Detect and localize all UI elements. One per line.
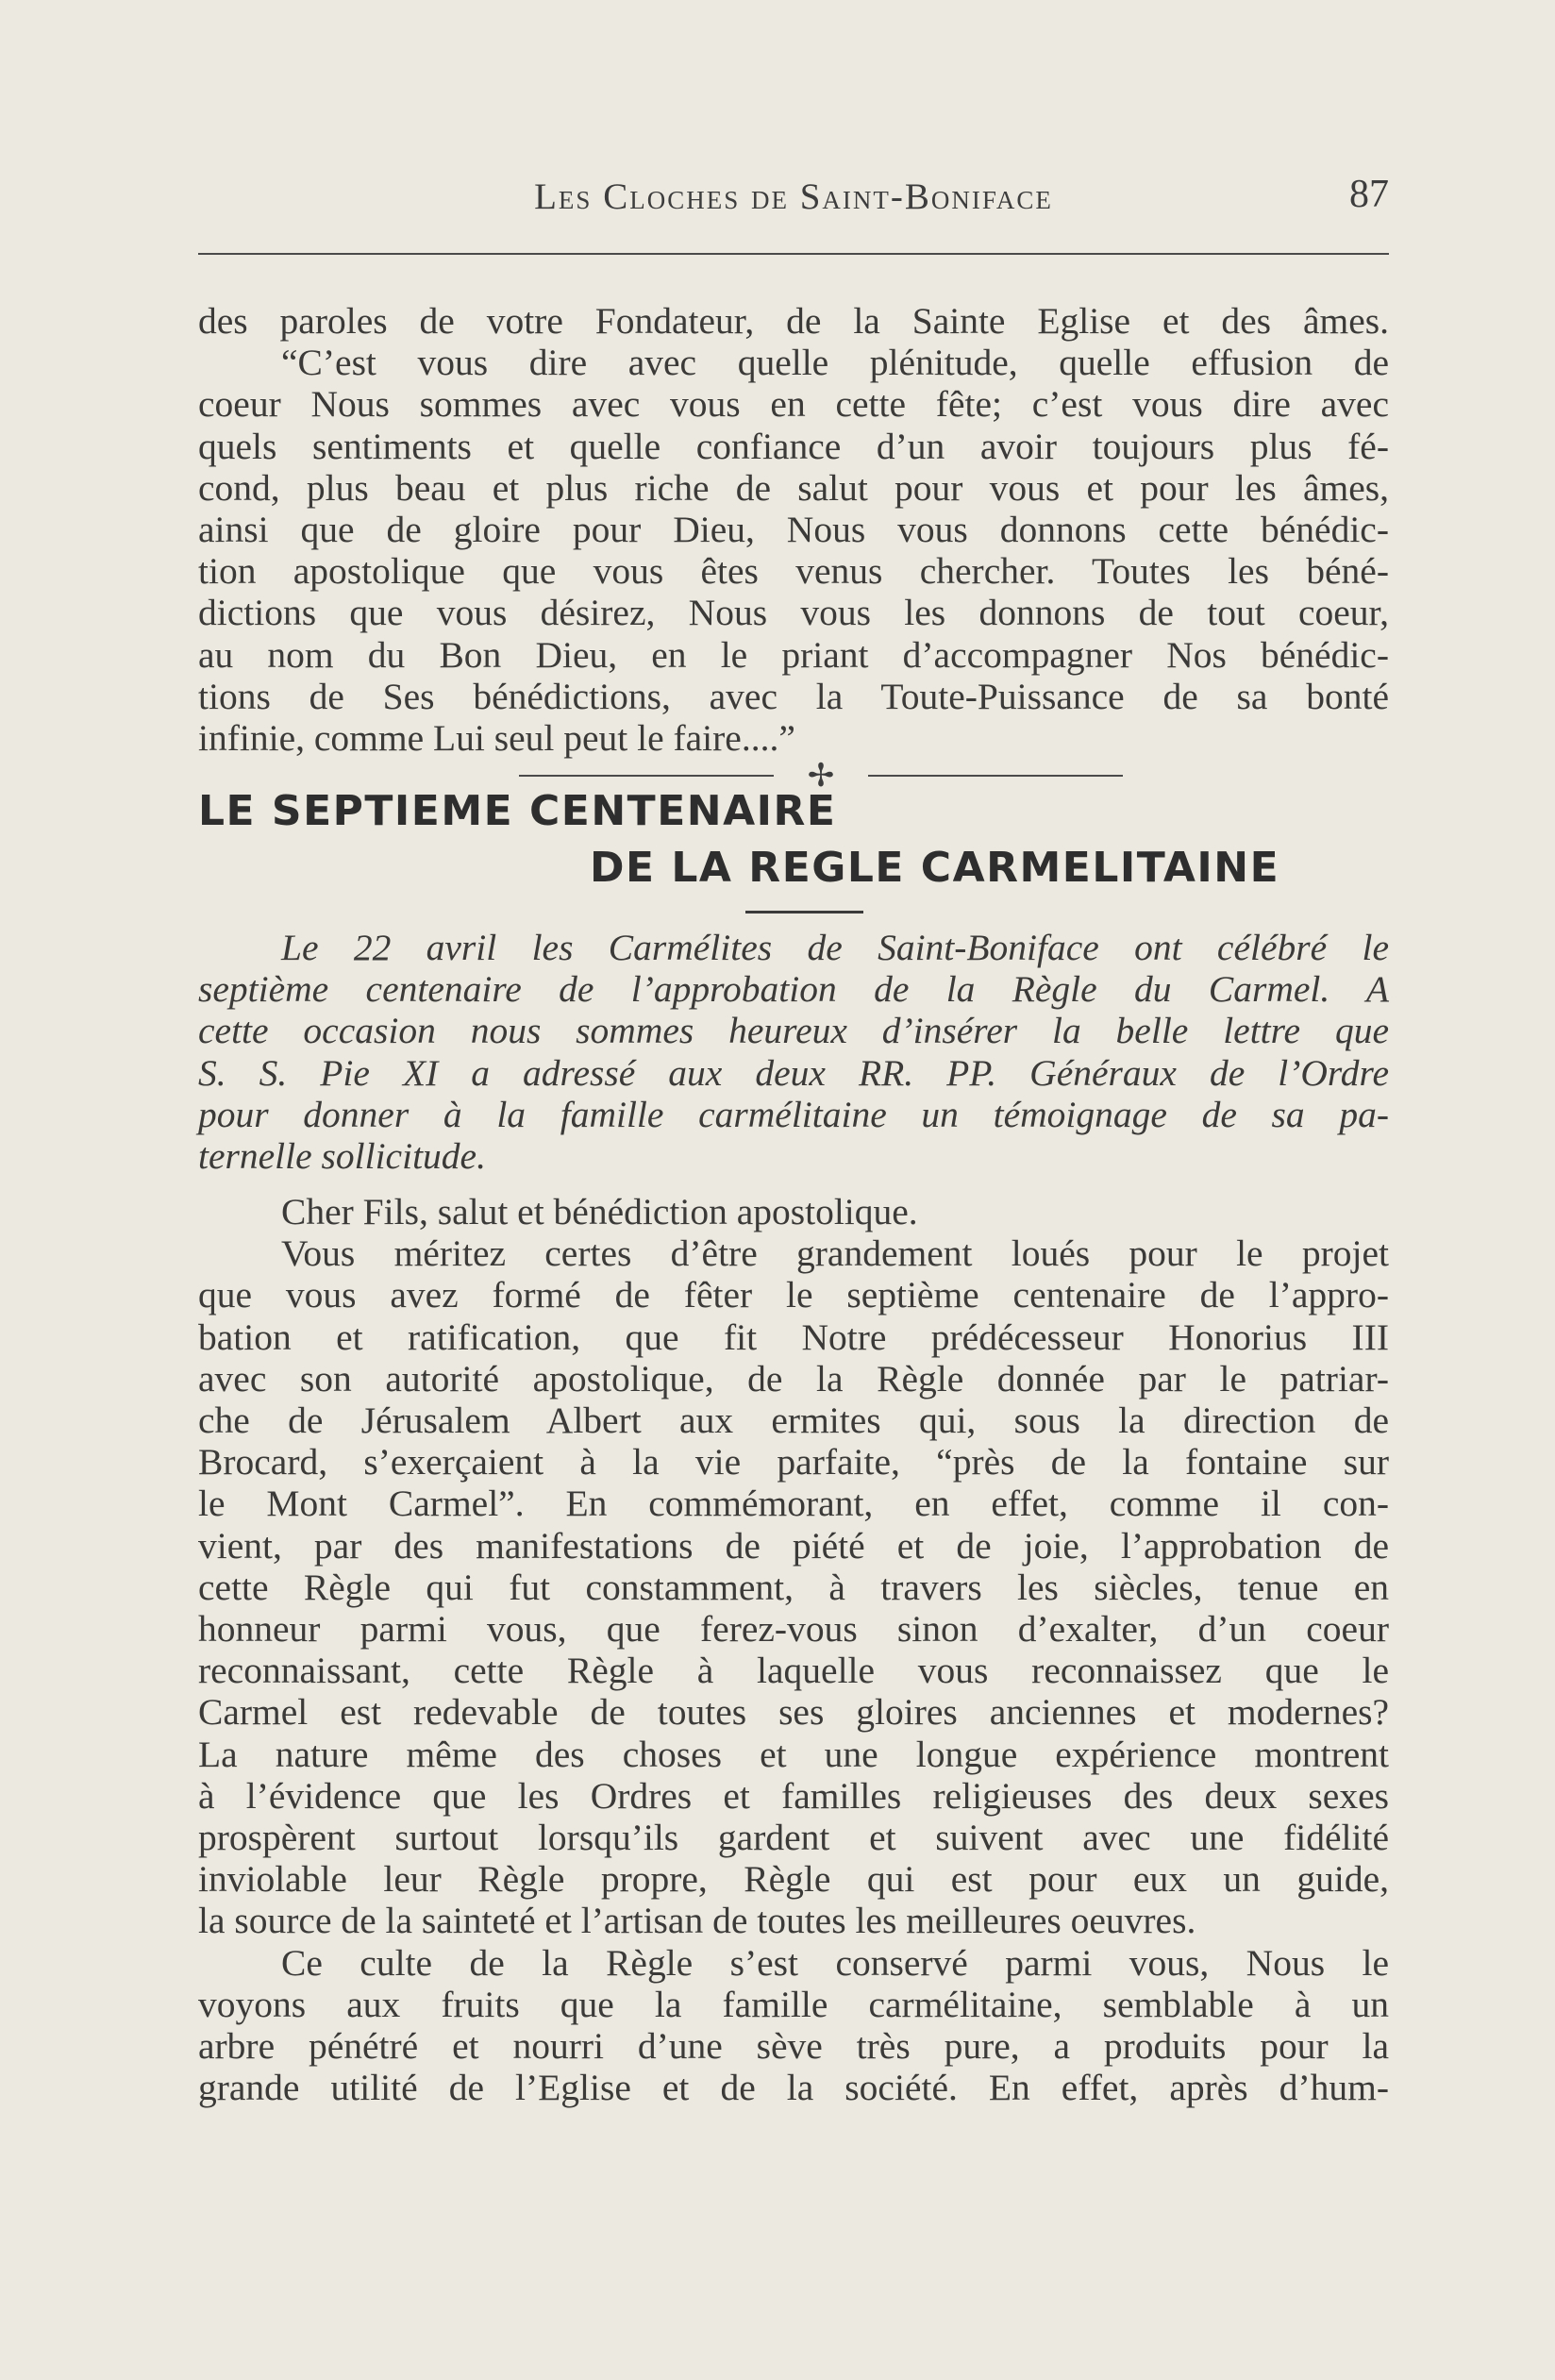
text-line: Carmel est redevable de toutes ses gloires anciennes et modernes? xyxy=(198,1691,1389,1734)
separator-rule-right xyxy=(868,775,1123,777)
text-line: la source de la sainteté et l’artisan de toutes les meilleures oeuvres. xyxy=(198,1900,1196,1942)
section-title-line-1: LE SEPTIEME CENTENAIRE xyxy=(198,787,837,835)
separator-rule-left xyxy=(519,775,774,777)
text-line: ternelle sollicitude. xyxy=(198,1135,486,1178)
text-line: tion apostolique que vous êtes venus chercher. Toutes les béné- xyxy=(198,550,1389,593)
text-line: tions de Ses bénédictions, avec la Toute-Puissance de sa bonté xyxy=(198,675,1389,717)
text-line: bation et ratification, que fit Notre prédécesseur Honorius III xyxy=(198,1316,1389,1358)
page-number: 87 xyxy=(1349,173,1389,216)
text-line: à l’évidence que les Ordres et familles religieuses des deux sexes xyxy=(198,1774,1389,1817)
text-line: S. S. Pie XI a adressé aux deux RR. PP. Généraux de l’Ordre xyxy=(198,1051,1389,1094)
text-line: avec son autorité apostolique, de la Règle donnée par le patriar- xyxy=(198,1357,1389,1400)
text-line: infinie, comme Lui seul peut le faire....” xyxy=(198,717,795,760)
text-line: inviolable leur Règle propre, Règle qui est pour eux un guide, xyxy=(198,1858,1389,1901)
header-rule xyxy=(198,253,1389,255)
text-line: reconnaissant, cette Règle à laquelle vous reconnaissez que le xyxy=(198,1650,1389,1692)
text-line: vient, par des manifestations de piété et de joie, l’approbation de xyxy=(198,1524,1389,1567)
text-line: le Mont Carmel”. En commémorant, en effet, comme il con- xyxy=(198,1483,1389,1525)
text-line: honneur parmi vous, que ferez-vous sinon d’exalter, d’un coeur xyxy=(198,1608,1389,1651)
text-line: ainsi que de gloire pour Dieu, Nous vous donnons cette bénédic- xyxy=(198,509,1389,551)
text-line: grande utilité de l’Eglise et de la société. En effet, après d’hum- xyxy=(198,2067,1389,2109)
text-line: cette occasion nous sommes heureux d’insérer la belle lettre que xyxy=(198,1010,1389,1052)
running-head xyxy=(198,173,1389,232)
text-line: prospèrent surtout lorsqu’ils gardent et suivent avec une fidélité xyxy=(198,1817,1389,1859)
continued-text xyxy=(198,300,1389,759)
text-line: voyons aux fruits que la famille carmélitaine, semblable à un xyxy=(198,1983,1389,2025)
text-line: Vous méritez certes d’être grandement loués pour le projet xyxy=(281,1232,1389,1275)
text-line: La nature même des choses et une longue expérience montrent xyxy=(198,1733,1389,1775)
text-line: au nom du Bon Dieu, en le priant d’accompagner Nos bénédic- xyxy=(198,633,1389,676)
text-line: pour donner à la famille carmélitaine un témoignage de sa pa- xyxy=(198,1093,1389,1135)
running-title: Les Cloches de Saint-Boniface xyxy=(534,176,1053,217)
text-line: septième centenaire de l’approbation de la Règle du Carmel. A xyxy=(198,968,1389,1011)
text-line: Ce culte de la Règle s’est conservé parmi vous, Nous le xyxy=(281,1941,1389,1984)
text-line: arbre pénétré et nourri d’une sève très pure, a produits pour la xyxy=(198,2025,1389,2068)
text-line: coeur Nous sommes avec vous en cette fête; c’est vous dire avec xyxy=(198,383,1389,426)
section-title-line-2: DE LA REGLE CARMELITAINE xyxy=(590,844,1280,892)
text-line: che de Jérusalem Albert aux ermites qui, sous la direction de xyxy=(198,1400,1389,1442)
text-line: des paroles de votre Fondateur, de la Sainte Eglise et des âmes. xyxy=(198,300,1389,342)
cross-ornament-icon: ✢ xyxy=(807,757,835,795)
text-line: que vous avez formé de fêter le septième centenaire de l’appro- xyxy=(198,1274,1389,1316)
text-line: Cher Fils, salut et bénédiction apostolique. xyxy=(281,1191,918,1232)
editorial-introduction xyxy=(198,927,1389,1177)
text-line: “C’est vous dire avec quelle plénitude, quelle effusion de xyxy=(281,342,1389,384)
papal-letter xyxy=(198,1191,1389,2108)
text-line: cette Règle qui fut constamment, à travers les siècles, tenue en xyxy=(198,1566,1389,1608)
text-line: quels sentiments et quelle confiance d’un avoir toujours plus fé- xyxy=(198,425,1389,467)
text-line: dictions que vous désirez, Nous vous les donnons de tout coeur, xyxy=(198,592,1389,634)
text-line: Brocard, s’exerçaient à la vie parfaite, “près de la fontaine sur xyxy=(198,1441,1389,1483)
text-line: cond, plus beau et plus riche de salut pour vous et pour les âmes, xyxy=(198,466,1389,509)
title-rule xyxy=(745,911,863,913)
text-line: Le 22 avril les Carmélites de Saint-Boniface ont célébré le xyxy=(281,927,1389,968)
